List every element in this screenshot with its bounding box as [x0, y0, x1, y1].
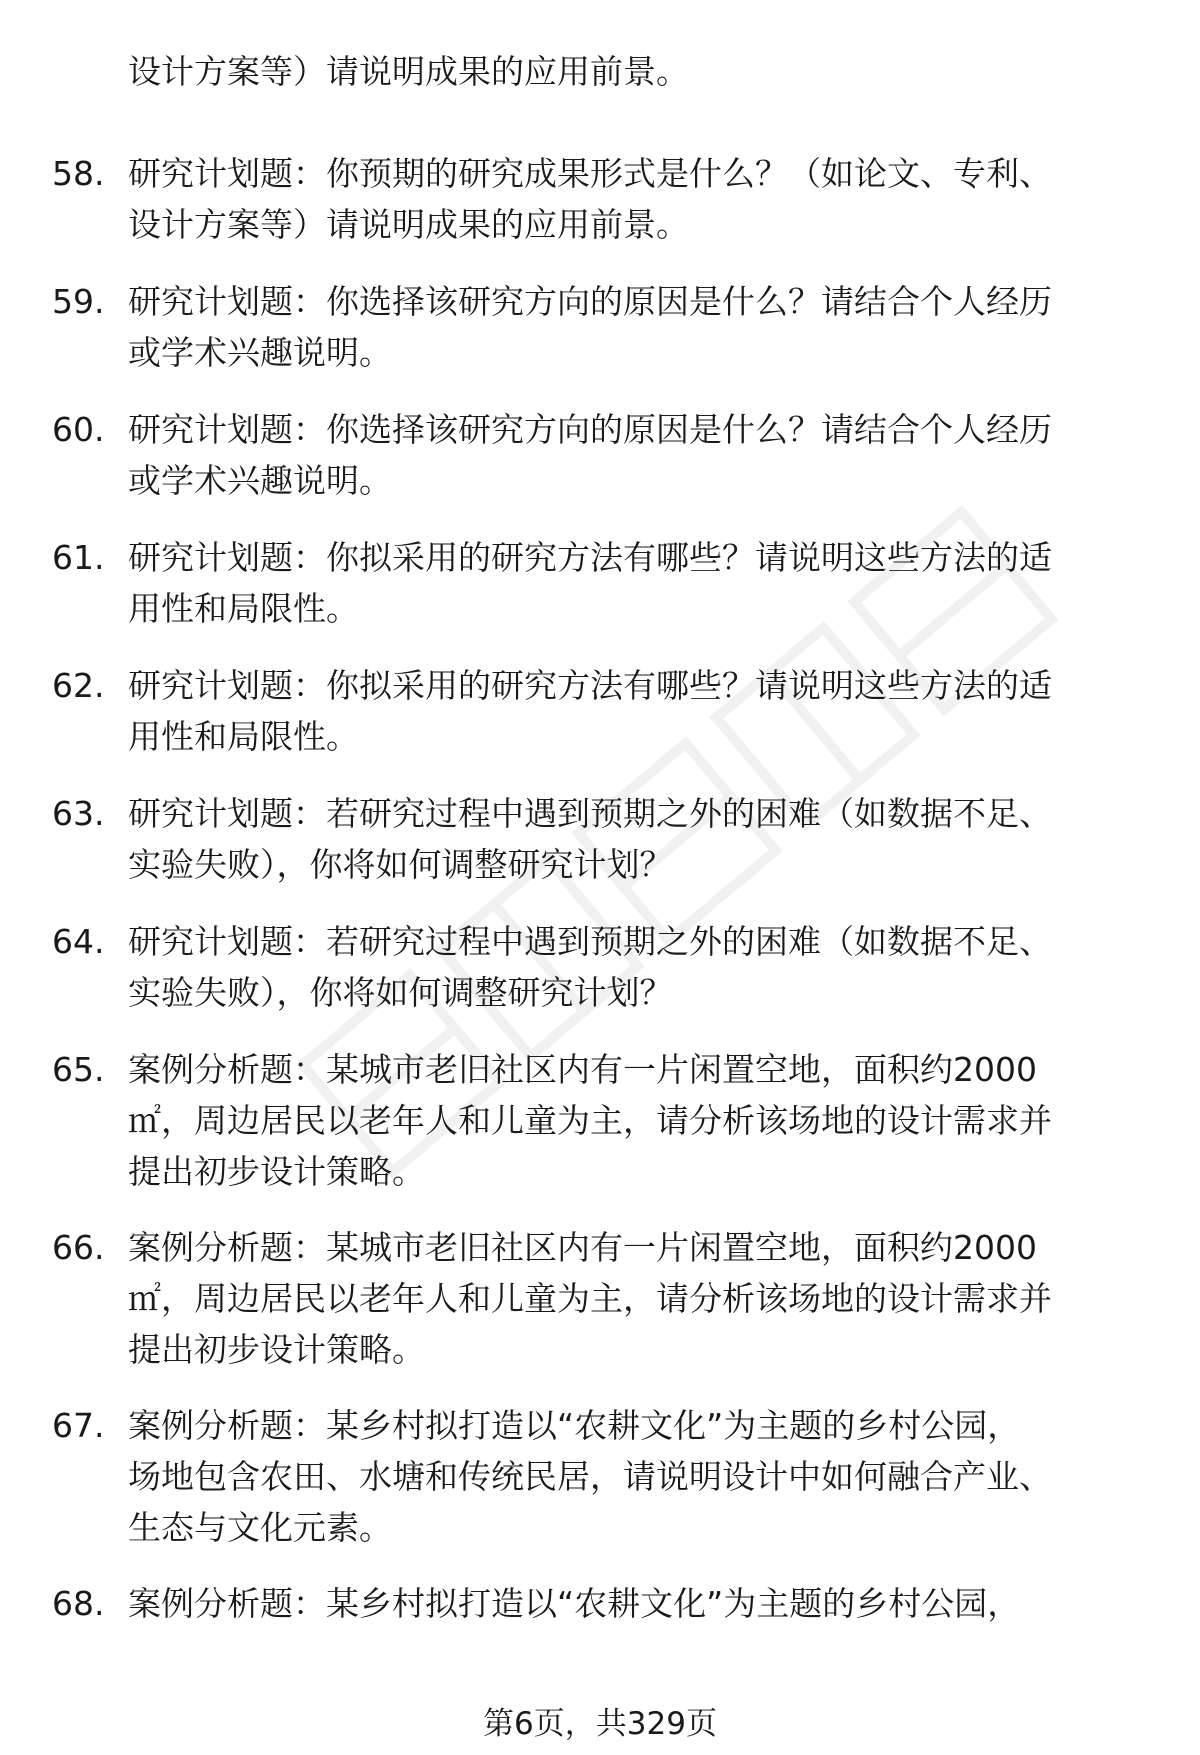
text-line: 提出初步设计策略。 — [128, 1330, 425, 1369]
question-number: 66. — [52, 1228, 105, 1267]
text-line: 生态与文化元素。 — [128, 1508, 392, 1547]
question-text — [128, 1400, 1148, 1553]
text-line: 实验失败），你将如何调整研究计划？ — [128, 973, 673, 1012]
question-text — [128, 1578, 1148, 1629]
text-line: 实验失败），你将如何调整研究计划？ — [128, 845, 673, 884]
text-line: 研究计划题：你预期的研究成果形式是什么？（如论文、专利、 — [128, 154, 1052, 193]
question-text — [128, 404, 1148, 506]
text-line: 研究计划题：你拟采用的研究方法有哪些？请说明这些方法的适 — [128, 666, 1052, 705]
text-line: 案例分析题：某城市老旧社区内有一片闲置空地，面积约2000 — [128, 1228, 1037, 1267]
question-number: 62. — [52, 666, 105, 705]
question-number: 68. — [52, 1584, 105, 1623]
question-number: 60. — [52, 410, 105, 449]
question-number: 65. — [52, 1050, 105, 1089]
question-number: 58. — [52, 154, 105, 193]
text-line: 案例分析题：某乡村拟打造以“农耕文化”为主题的乡村公园， — [128, 1584, 1021, 1623]
question-text — [128, 1044, 1148, 1197]
question-number: 63. — [52, 794, 105, 833]
text-line: ㎡，周边居民以老年人和儿童为主，请分析该场地的设计需求并 — [128, 1279, 1052, 1318]
question-number: 64. — [52, 922, 105, 961]
question-text — [128, 1222, 1148, 1375]
text-line: 研究计划题：若研究过程中遇到预期之外的困难（如数据不足、 — [128, 922, 1052, 961]
question-number: 59. — [52, 282, 105, 321]
question-text — [128, 276, 1148, 378]
text-line: 研究计划题：你选择该研究方向的原因是什么？请结合个人经历 — [128, 410, 1052, 449]
text-line: ㎡，周边居民以老年人和儿童为主，请分析该场地的设计需求并 — [128, 1101, 1052, 1140]
text-line: 提出初步设计策略。 — [128, 1152, 425, 1191]
question-text — [128, 788, 1148, 890]
question-text — [128, 916, 1148, 1018]
text-line: 案例分析题：某乡村拟打造以“农耕文化”为主题的乡村公园， — [128, 1406, 1021, 1445]
text-line: 用性和局限性。 — [128, 717, 359, 756]
text-line: 研究计划题：若研究过程中遇到预期之外的困难（如数据不足、 — [128, 794, 1052, 833]
question-number: 67. — [52, 1406, 105, 1445]
question-text — [128, 46, 1148, 97]
question-text — [128, 148, 1148, 250]
text-line: 研究计划题：你拟采用的研究方法有哪些？请说明这些方法的适 — [128, 538, 1052, 577]
text-line: 研究计划题：你选择该研究方向的原因是什么？请结合个人经历 — [128, 282, 1052, 321]
page-footer: 第6页，共329页 — [483, 1706, 717, 1742]
question-text — [128, 660, 1148, 762]
text-line: 案例分析题：某城市老旧社区内有一片闲置空地，面积约2000 — [128, 1050, 1037, 1089]
text-line: 场地包含农田、水塘和传统民居，请说明设计中如何融合产业、 — [128, 1457, 1052, 1496]
question-text — [128, 532, 1148, 634]
text-line: 设计方案等）请说明成果的应用前景。 — [128, 205, 689, 244]
text-line: 或学术兴趣说明。 — [128, 461, 392, 500]
text-line: 用性和局限性。 — [128, 589, 359, 628]
text-line: 或学术兴趣说明。 — [128, 333, 392, 372]
text-line: 设计方案等）请说明成果的应用前景。 — [128, 52, 689, 91]
question-number: 61. — [52, 538, 105, 577]
